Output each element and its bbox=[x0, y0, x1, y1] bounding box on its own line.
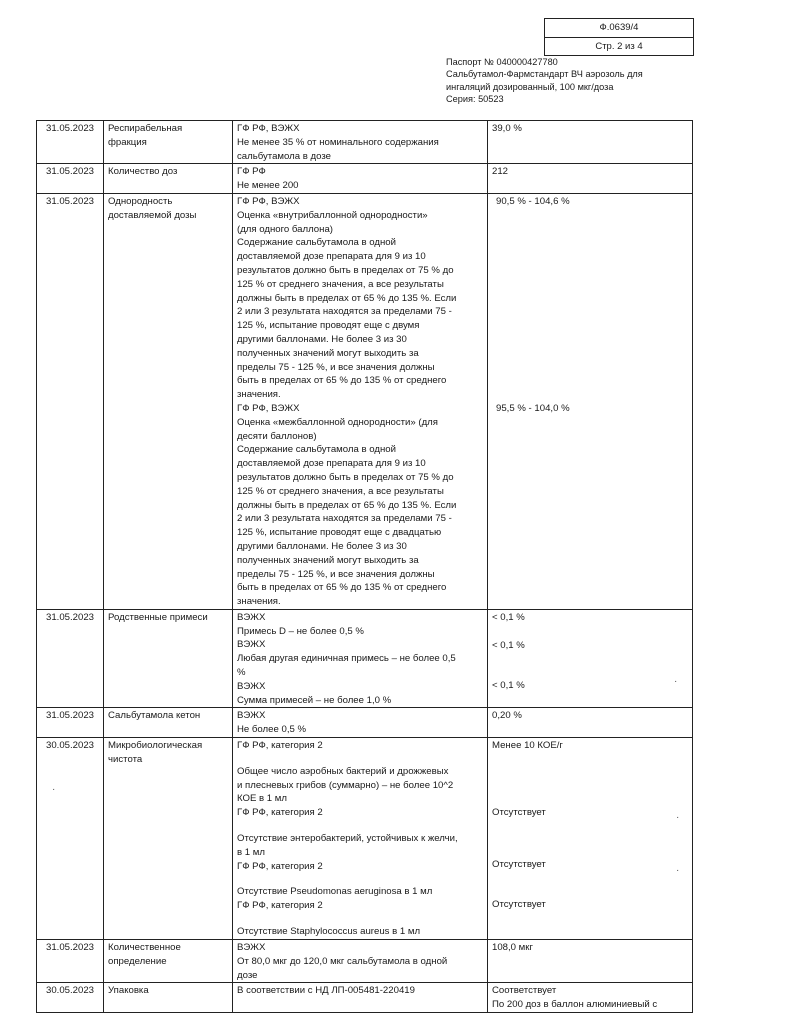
test-date: 31.05.2023 bbox=[37, 609, 104, 708]
test-result: 39,0 % bbox=[488, 121, 693, 164]
test-requirement bbox=[233, 193, 488, 609]
result-value: Отсутствует bbox=[492, 858, 546, 870]
requirement-block: ГФ РФ, ВЭЖХ Оценка «межбаллонной однородности» (для десяти баллонов) Содержание сальбутамола в одной доставляемой дозе препарата для 9 из 10 результатов должно быть в пределах от 75 % до 125 % от среднего значения, а все результаты должны быть в пределах от 65 % до 135 %. Если 2 или 3 результата находятся за пределами 75 - 125 %, испытание проводят еще с двадцатью другими баллонами. Не более 3 из 30 полученных значений могут выходить за пределы 75 - 125 %, и все значения должны быть в пределах от 65 % до 135 % от среднего значения. bbox=[237, 402, 457, 608]
test-result bbox=[488, 738, 693, 940]
table-row bbox=[37, 708, 693, 738]
table-row bbox=[37, 983, 693, 1013]
result-value: < 0,1 % bbox=[492, 680, 525, 692]
test-result: 0,20 % bbox=[488, 708, 693, 738]
page-number: Стр. 2 из 4 bbox=[595, 41, 643, 52]
requirement-text: Отсутствие Pseudomonas aeruginosa в 1 мл bbox=[237, 886, 433, 898]
test-date: 31.05.2023 bbox=[37, 193, 104, 609]
requirement-text: Отсутствие энтеробактерий, устойчивых к желчи, в 1 мл bbox=[237, 833, 458, 858]
test-result bbox=[488, 193, 693, 609]
requirement-method: ГФ РФ, категория 2 bbox=[237, 860, 323, 872]
requirement-text: Отсутствие Staphylococcus aureus в 1 мл bbox=[237, 926, 421, 938]
test-name: Родственные примеси bbox=[104, 609, 233, 708]
table-row bbox=[37, 164, 693, 194]
test-requirement: ГФ РФ Не менее 200 bbox=[233, 164, 488, 194]
results-table bbox=[36, 120, 693, 1013]
test-result: 212 bbox=[488, 164, 693, 194]
test-name: Микробиологическая чистота bbox=[104, 738, 233, 940]
table-row bbox=[37, 121, 693, 164]
test-date: 30.05.2023 bbox=[37, 983, 104, 1013]
result-value: Отсутствует bbox=[492, 806, 546, 818]
scan-mark: · bbox=[676, 865, 680, 876]
result-value: 90,5 % - 104,6 % bbox=[496, 195, 570, 207]
requirement-method: ГФ РФ, категория 2 bbox=[237, 900, 323, 912]
test-name: Количественное определение bbox=[104, 940, 233, 983]
requirement-block: ВЭЖХ Примесь D – не более 0,5 % bbox=[237, 611, 364, 637]
result-value: < 0,1 % bbox=[492, 611, 525, 623]
scan-mark: · bbox=[52, 784, 56, 795]
test-date: 31.05.2023 bbox=[37, 164, 104, 194]
table-row bbox=[37, 940, 693, 983]
test-date: 31.05.2023 bbox=[37, 940, 104, 983]
scan-mark: · bbox=[676, 812, 680, 823]
requirement-block: ВЭЖХ Сумма примесей – не более 1,0 % bbox=[237, 680, 392, 706]
requirement-method: ГФ РФ, категория 2 bbox=[237, 807, 323, 819]
product-name-line2: ингаляций дозированный, 100 мкг/доза bbox=[446, 81, 614, 92]
table-row bbox=[37, 609, 693, 708]
table-row bbox=[37, 738, 693, 940]
requirement-block: ВЭЖХ Любая другая единичная примесь – не более 0,5 % bbox=[237, 639, 456, 679]
test-result: 108,0 мкг bbox=[488, 940, 693, 983]
result-value: < 0,1 % bbox=[492, 639, 525, 651]
passport-number: Паспорт № 040000427780 bbox=[446, 57, 558, 67]
test-name: Упаковка bbox=[104, 983, 233, 1013]
test-date: 31.05.2023 bbox=[37, 121, 104, 164]
result-value: Отсутствует bbox=[492, 899, 546, 911]
test-requirement: ВЭЖХ От 80,0 мкг до 120,0 мкг сальбутамола в одной дозе bbox=[233, 940, 488, 983]
table-row bbox=[37, 193, 693, 609]
passport-header bbox=[446, 56, 676, 105]
scan-mark: · bbox=[674, 676, 678, 687]
form-code: Ф.0639/4 bbox=[545, 19, 693, 38]
form-code-box bbox=[544, 18, 694, 56]
test-date: 30.05.2023 bbox=[37, 738, 104, 940]
test-result bbox=[488, 609, 693, 708]
test-requirement bbox=[233, 609, 488, 708]
test-date: 31.05.2023 bbox=[37, 708, 104, 738]
series-number: Серия: 50523 bbox=[446, 93, 504, 104]
test-name: Количество доз bbox=[104, 164, 233, 194]
test-name: Однородность доставляемой дозы bbox=[104, 193, 233, 609]
test-requirement bbox=[233, 738, 488, 940]
test-requirement: В соответствии с НД ЛП-005481-220419 bbox=[233, 983, 488, 1013]
requirement-text: Общее число аэробных бактерий и дрожжевых и плесневых грибов (суммарно) – не более 10^2 КОЕ в 1 мл bbox=[237, 765, 454, 805]
test-name: Сальбутамола кетон bbox=[104, 708, 233, 738]
requirement-block: ГФ РФ, ВЭЖХ Оценка «внутрибаллонной однородности» (для одного баллона) Содержание сальбутамола в одной доставляемой дозе препарата для 9 из 10 результатов должно быть в пределах от 75 % до 125 % от среднего значения, а все результаты должны быть в пределах от 65 % до 135 %. Если 2 или 3 результата находятся за пределами 75 - 125 %, испытание проводят еще с двумя другими баллонами. Не более 3 из 30 полученных значений могут выходить за пределы 75 - 125 %, и все значения должны быть в пределах от 65 % до 135 % от среднего значения. bbox=[237, 195, 457, 401]
result-value: Менее 10 КОЕ/г bbox=[492, 740, 563, 752]
test-requirement: ГФ РФ, ВЭЖХ Не менее 35 % от номинального содержания сальбутамола в дозе bbox=[233, 121, 488, 164]
product-name-line1: Сальбутамол-Фармстандарт ВЧ аэрозоль для bbox=[446, 69, 643, 80]
result-value: 95,5 % - 104,0 % bbox=[496, 402, 570, 414]
requirement-method: ГФ РФ, категория 2 bbox=[237, 740, 323, 752]
test-name: Респирабельная фракция bbox=[104, 121, 233, 164]
test-requirement: ВЭЖХ Не более 0,5 % bbox=[233, 708, 488, 738]
test-result: Соответствует По 200 доз в баллон алюминиевый с bbox=[488, 983, 693, 1013]
